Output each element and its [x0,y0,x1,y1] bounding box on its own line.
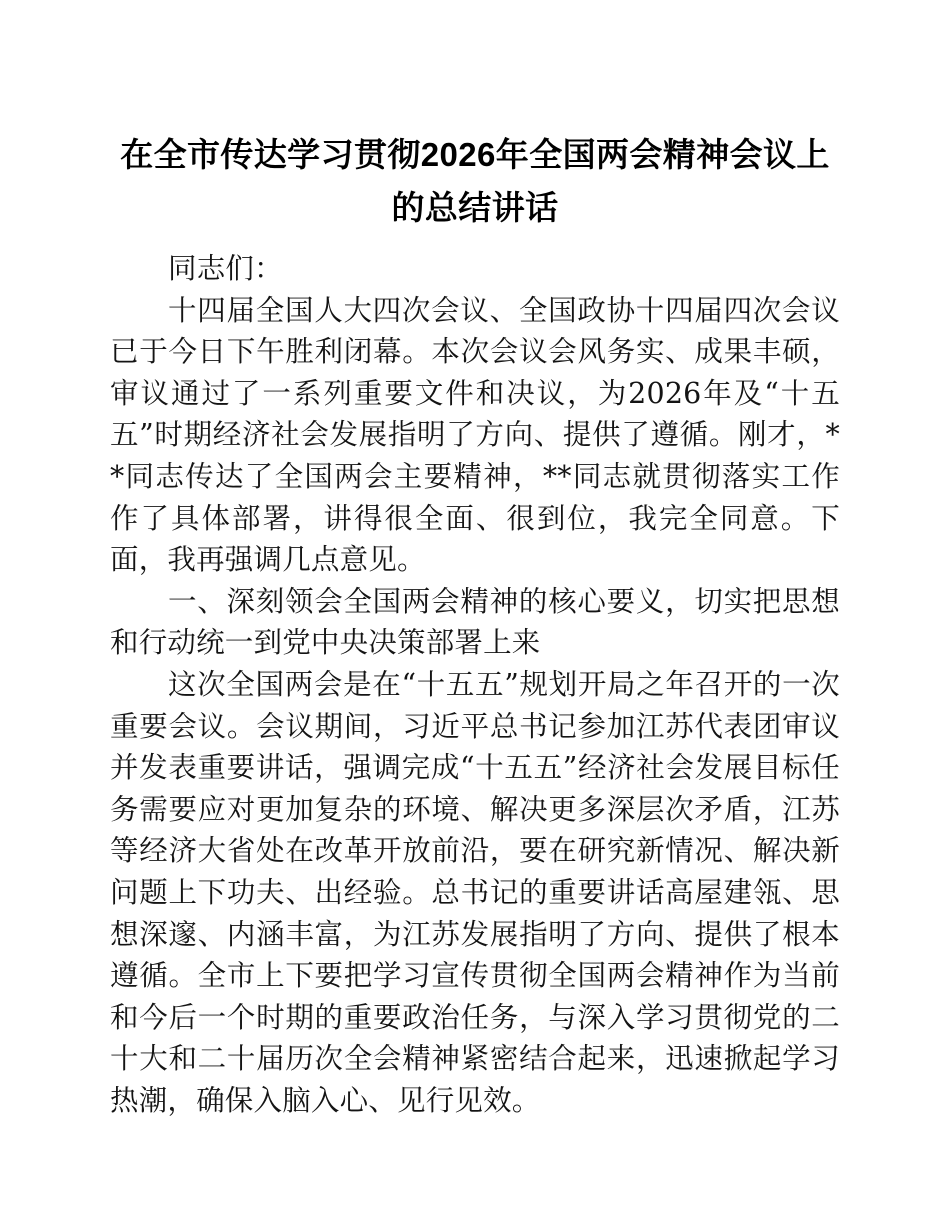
paragraph-2: 这次全国两会是在“十五五”规划开局之年召开的一次重要会议。会议期间，习近平总书记参加江苏代表团审议并发表重要讲话，强调完成“十五五”经济社会发展目标任务需要应对更加复杂的环境、解决更多深层次矛盾，江苏等经济大省处在改革开放前沿，要在研究新情况、解决新问题上下功夫、出经验。总书记的重要讲话高屋建瓴、思想深邃、内涵丰富，为江苏发展指明了方向、提供了根本遵循。全市上下要把学习宣传贯彻全国两会精神作为当前和今后一个时期的重要政治任务，与深入学习贯彻党的二十大和二十届历次全会精神紧密结合起来，迅速掀起学习热潮，确保入脑入心、见行见效。 [110,667,840,1117]
section-heading-1: 一、深刻领会全国两会精神的核心要义，切实把思想和行动统一到党中央决策部署上来 [110,584,840,660]
paragraph-1: 十四届全国人大四次会议、全国政协十四届四次会议已于今日下午胜利闭幕。本次会议会风务实、成果丰硕，审议通过了一系列重要文件和决议，为2026年及“十五五”时期经济社会发展指明了方向、提供了遵循。刚才，**同志传达了全国两会主要精神，**同志就贯彻落实工作作了具体部署，讲得很全面、很到位，我完全同意。下面，我再强调几点意见。 [110,293,840,577]
page-title: 在全市传达学习贯彻2026年全国两会精神会议上的总结讲话 [120,136,830,226]
document-body [110,128,840,1121]
salutation: 同志们： [168,252,283,285]
